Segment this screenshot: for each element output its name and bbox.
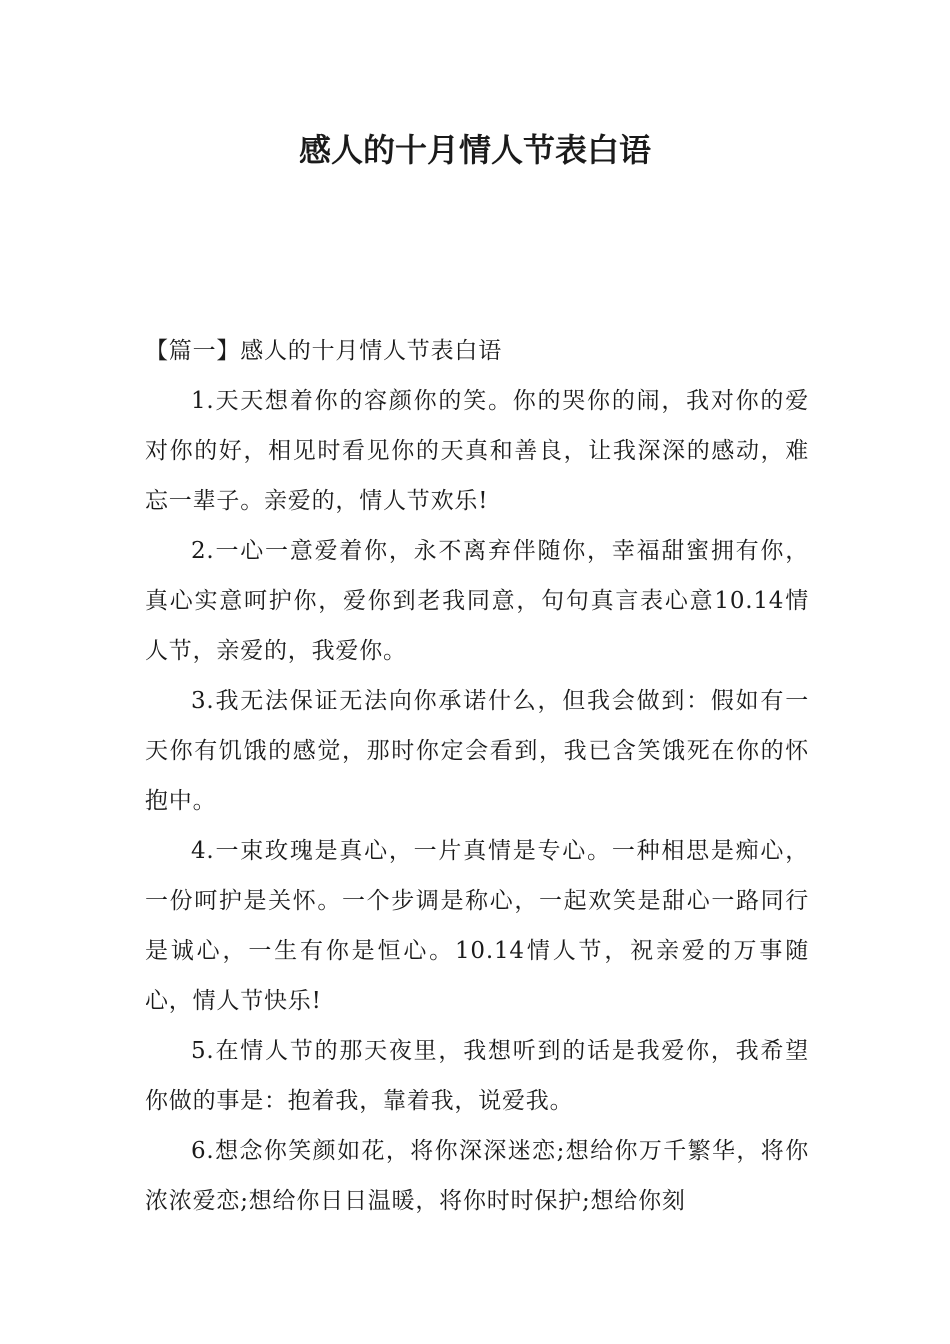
section-heading: 【篇一】感人的十月情人节表白语 <box>145 338 502 364</box>
paragraph-6: 6.想念你笑颜如花，将你深深迷恋;想给你万千繁华，将你浓浓爱恋;想给你日日温暖，将你时时保护;想给你刻 <box>145 1138 809 1214</box>
paragraph-1: 1.天天想着你的容颜你的笑。你的哭你的闹，我对你的爱对你的好，相见时看见你的天真和善良，让我深深的感动，难忘一辈子。亲爱的，情人节欢乐! <box>145 388 809 514</box>
paragraph-3: 3.我无法保证无法向你承诺什么，但我会做到：假如有一天你有饥饿的感觉，那时你定会看到，我已含笑饿死在你的怀抱中。 <box>145 688 809 814</box>
document-body <box>145 326 809 1226</box>
paragraph-5: 5.在情人节的那天夜里，我想听到的话是我爱你，我希望你做的事是：抱着我，靠着我，说爱我。 <box>145 1038 809 1114</box>
document-title: 感人的十月情人节表白语 <box>298 131 651 169</box>
paragraph-2: 2.一心一意爱着你，永不离弃伴随你，幸福甜蜜拥有你，真心实意呵护你，爱你到老我同意，句句真言表心意10.14情人节，亲爱的，我爱你。 <box>145 538 809 664</box>
paragraph-4: 4.一束玫瑰是真心，一片真情是专心。一种相思是痴心，一份呵护是关怀。一个步调是称心，一起欢笑是甜心一路同行是诚心，一生有你是恒心。10.14情人节，祝亲爱的万事随心，情人节快乐! <box>145 838 809 1014</box>
